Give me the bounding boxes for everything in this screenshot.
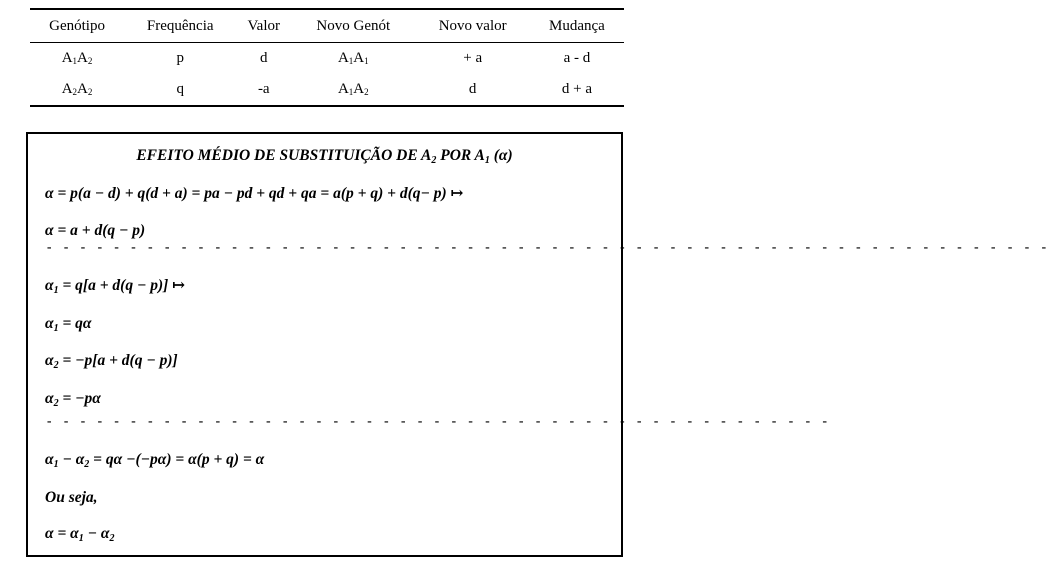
equation-alpha1-result: $\alpha_1 = q\alpha$ [45,315,92,334]
equation-alpha2-expansion: $\alpha_2 = -p[a + d(q - p)]$ [45,352,178,371]
box-title: EFEITO MÉDIO DE SUBSTITUIÇÃO DE $A_2$ POR $A_1$ (α) [136,147,513,166]
cell-frequency: p [176,50,184,66]
cell-value: -a [257,81,270,97]
header-value: Valor [247,17,281,34]
genotype-table [30,8,624,107]
header-change: Mudança [549,17,605,34]
equation-difference: $\alpha_1 - \alpha_2 = q\alpha -(-p\alpha) = \alpha(p + q) = \alpha$ [45,451,265,470]
cell-new-genotype: $A_1A_2$ [337,81,369,97]
table-row [30,43,624,75]
equation-alpha1-expansion: $\alpha_1 = q[a + d(q - p)]$ ↦ [45,277,186,296]
equation-alpha-result: α = a + d(q − p) [45,222,146,239]
header-new-value: Novo valor [438,17,507,34]
cell-frequency: q [176,81,184,97]
header-genotype: Genótipo [49,17,105,34]
equation-alpha2-result: $\alpha_2 = -p\alpha$ [45,390,101,409]
substitution-effect-box [26,132,1048,557]
separator-dashed: - - - - - - - - - - - - - - - - - - - - - - - - - - - - - - - - - - - - - - - - - - - - - - - [45,414,829,430]
equation-alpha-expansion: α = p(a − d) + q(d + a) = pa − pd + qd + qa = a(p + q) + d(q− p) ↦ [45,185,464,202]
cell-change: a - d [563,50,591,66]
cell-genotype: $A_2A_2$ [61,81,93,97]
header-frequency: Frequência [146,17,214,34]
text-ou-seja: Ou seja, [45,489,98,506]
cell-new-genotype: $A_1A_1$ [337,50,369,66]
header-new-genotype: Novo Genót [316,17,391,34]
cell-value: d [260,50,268,66]
equation-final: $\alpha = \alpha_1 - \alpha_2$ [45,525,115,544]
cell-change: d + a [561,81,592,97]
separator-dashed: - - - - - - - - - - - - - - - - - - - - - - - - - - - - - - - - - - - - - - - - - - - - - - - - - - - - - - - - - - - - [45,240,1048,256]
cell-new-value: + a [463,50,483,66]
table-header-row [30,9,624,43]
cell-new-value: d [468,81,477,97]
cell-genotype: $A_1A_2$ [61,50,93,66]
table-row [30,74,624,106]
